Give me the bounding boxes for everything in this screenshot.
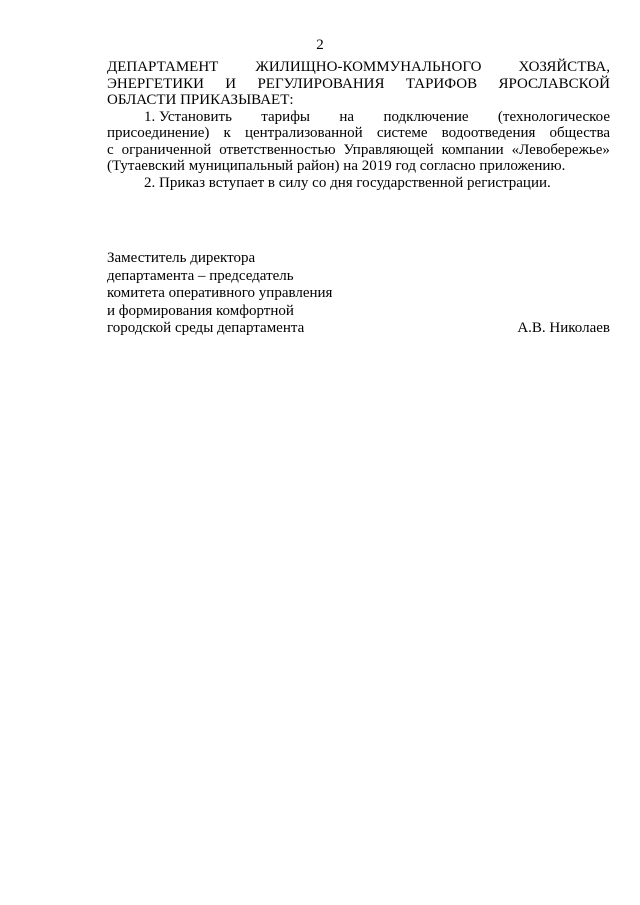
signatory-name: А.В. Николаев	[517, 320, 610, 336]
signature-position-line: комитета оперативного управления	[107, 285, 333, 301]
signature-last-row	[107, 320, 610, 338]
header-line-1: ДЕПАРТАМЕНТ ЖИЛИЩНО-КОММУНАЛЬНОГО ХОЗЯЙСТВА,	[107, 59, 610, 75]
item-1-line-4: (Тутаевский муниципальный район) на 2019 год согласно приложению.	[107, 158, 566, 174]
item-1-line-1: 1. Установить тарифы на подключение (технологическое	[144, 108, 610, 125]
header-line-2: ЭНЕРГЕТИКИ И РЕГУЛИРОВАНИЯ ТАРИФОВ ЯРОСЛАВСКОЙ	[107, 75, 610, 92]
signature-position-line: департамента – председатель	[107, 267, 294, 284]
item-2: 2. Приказ вступает в силу со дня государственной регистрации.	[144, 174, 551, 191]
page-number: 2	[316, 37, 324, 53]
signature-block	[107, 250, 610, 338]
order-text	[107, 59, 610, 191]
item-1-line-3: с ограниченной ответственностью Управляющей компании «Левобережье»	[107, 141, 610, 158]
signature-position-line: городской среды департамента	[107, 320, 305, 336]
signature-position-line: Заместитель директора	[107, 250, 256, 266]
header-line-3: ОБЛАСТИ ПРИКАЗЫВАЕТ:	[107, 92, 294, 108]
signature-position-line: и формирования комфортной	[107, 302, 294, 319]
item-1-line-2: присоединение) к централизованной системе водоотведения общества	[107, 125, 610, 141]
